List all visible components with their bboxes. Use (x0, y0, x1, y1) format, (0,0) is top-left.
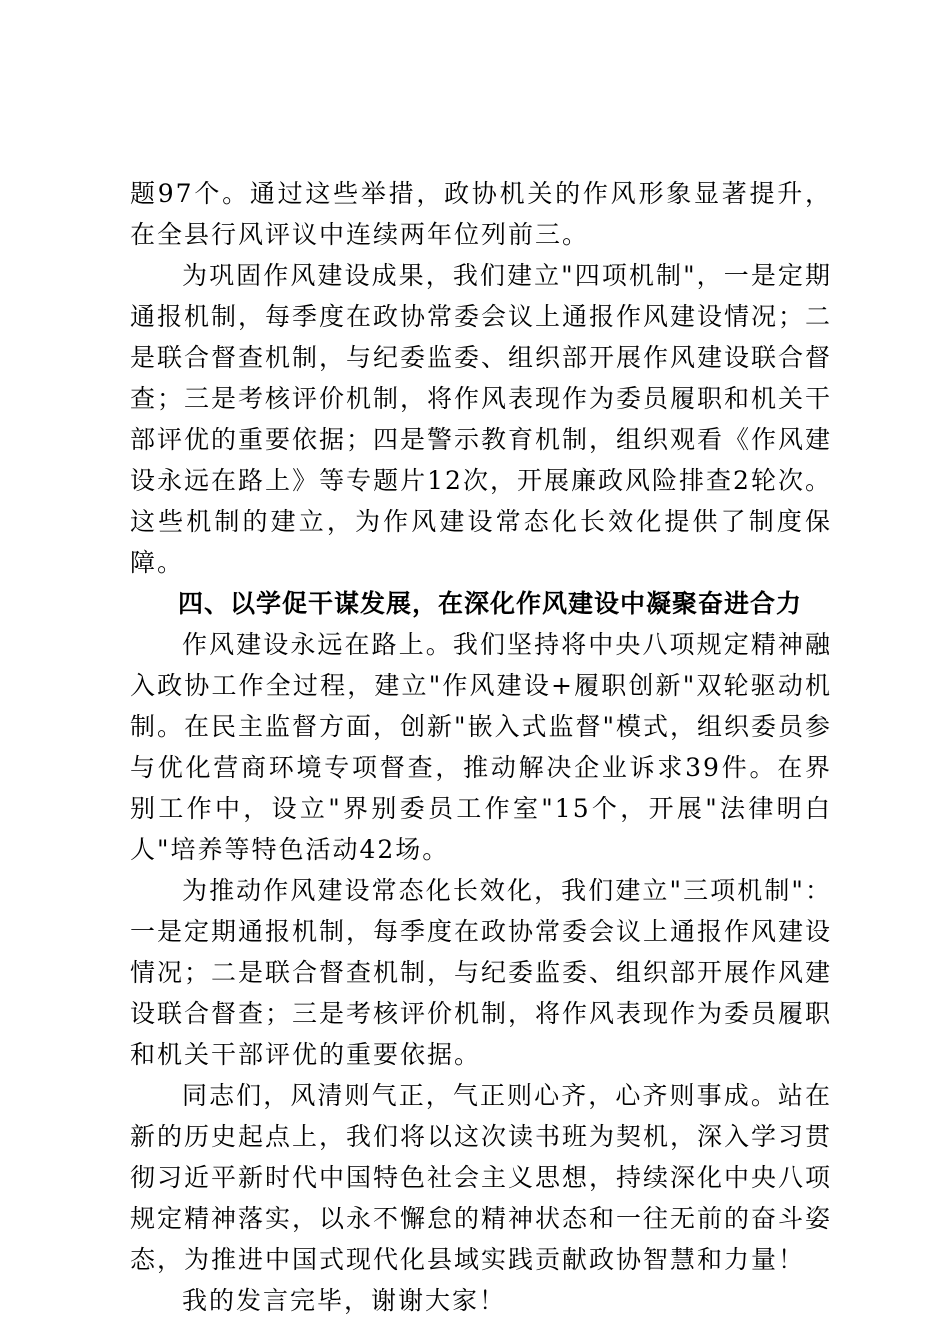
paragraph-continuation: 题97个。通过这些举措，政协机关的作风形象显著提升，在全县行风评议中连续两年位列前三。 (130, 179, 832, 249)
document-body (130, 173, 832, 1321)
section-heading-four: 四、以学促干谋发展，在深化作风建设中凝聚奋进合力 (178, 589, 803, 618)
paragraph-three-mechanisms: 为推动作风建设常态化长效化，我们建立"三项机制"：一是定期通报机制，每季度在政协常委会议上通报作风建设情况；二是联合督查机制，与纪委监委、组织部开展作风建设联合督查；三是考核评价机制，将作风表现作为委员履职和机关干部评优的重要依据。 (130, 876, 833, 1069)
paragraph-thanks: 我的发言完毕，谢谢大家！ (182, 1286, 507, 1315)
paragraph-four-mechanisms: 为巩固作风建设成果，我们建立"四项机制"，一是定期通报机制，每季度在政协常委会议上通报作风建设情况；二是联合督查机制，与纪委监委、组织部开展作风建设联合督查；三是考核评价机制，将作风表现作为委员履职和机关干部评优的重要依据；四是警示教育机制，组织观看《作风建设永远在路上》等专题片12次，开展廉政风险排查2轮次。这些机制的建立，为作风建设常态化长效化提供了制度保障。 (130, 261, 833, 577)
paragraph-style-building: 作风建设永远在路上。我们坚持将中央八项规定精神融入政协工作全过程，建立"作风建设+履职创新"双轮驱动机制。在民主监督方面，创新"嵌入式监督"模式，组织委员参与优化营商环境专项督查，推动解决企业诉求39件。在界别工作中，设立"界别委员工作室"15个，开展"法律明白人"培养等特色活动42场。 (130, 630, 833, 864)
paragraph-closing-remarks: 同志们，风清则气正，气正则心齐，心齐则事成。站在新的历史起点上，我们将以这次读书班为契机，深入学习贯彻习近平新时代中国特色社会主义思想，持续深化中央八项规定精神落实，以永不懈怠的精神状态和一往无前的奋斗姿态，为推进中国式现代化县域实践贡献政协智慧和力量！ (130, 1081, 833, 1274)
